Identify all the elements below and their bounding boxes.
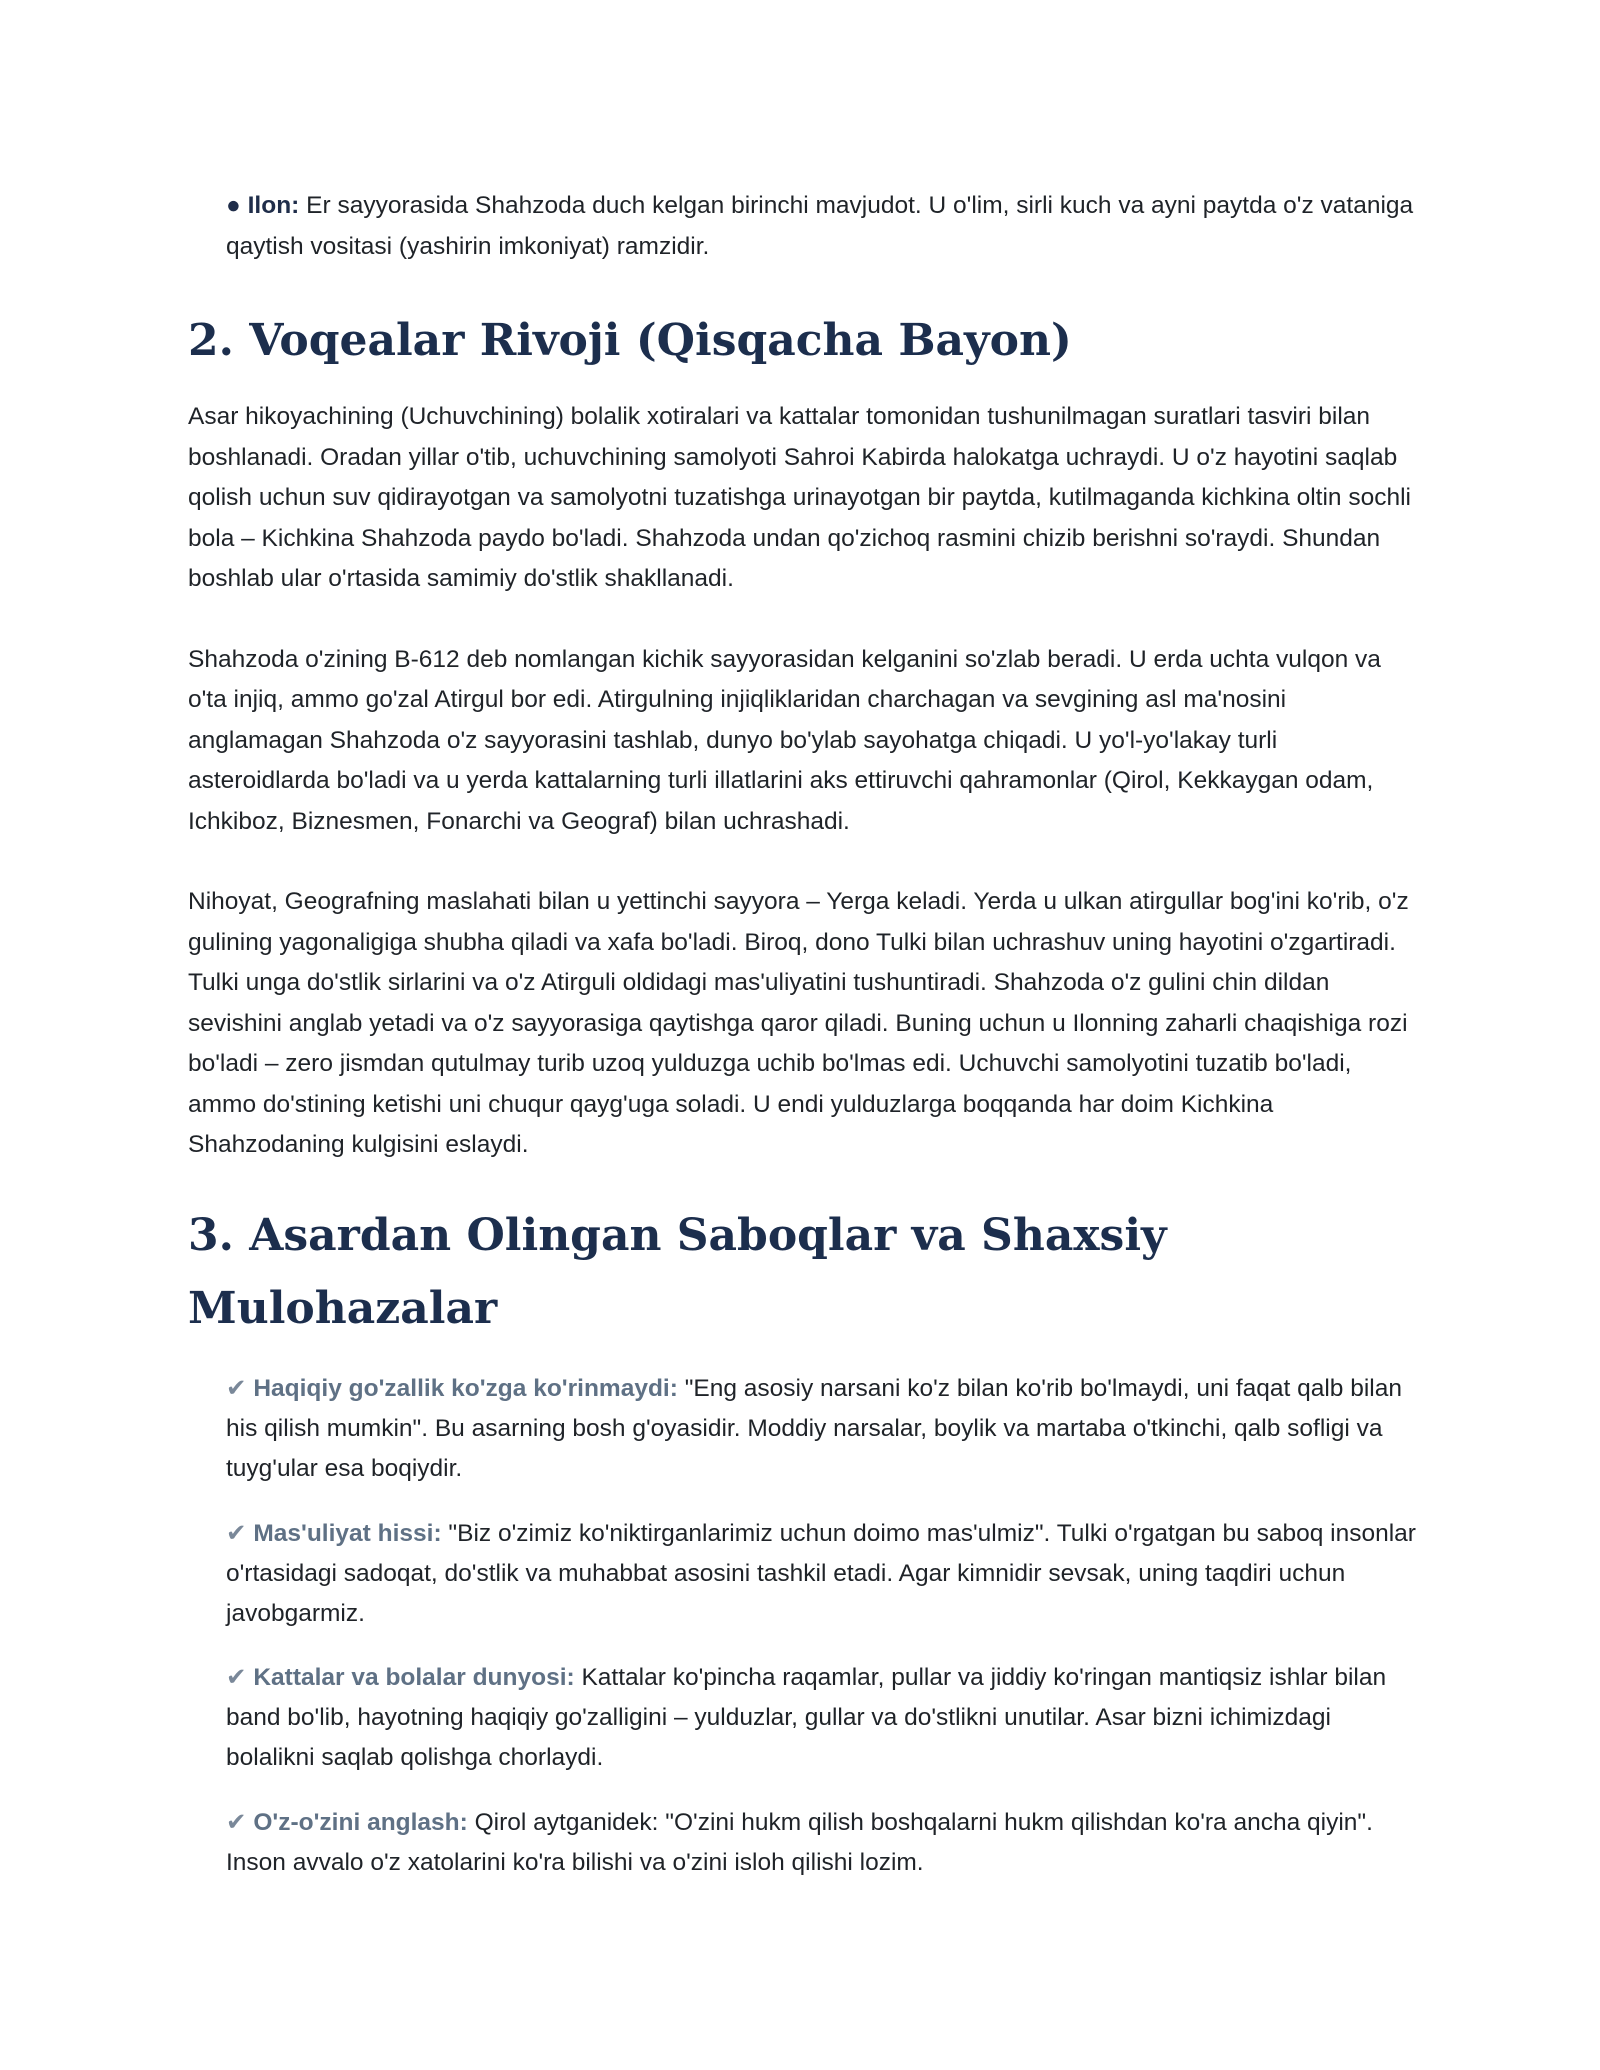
lesson-label: Mas'uliyat hissi: xyxy=(253,1519,442,1547)
lesson-item xyxy=(226,1803,1420,1883)
lesson-item xyxy=(226,1369,1420,1489)
check-icon: ✔ xyxy=(226,1664,247,1691)
bullet-text: Er sayyorasida Shahzoda duch kelgan birinchi mavjudot. U o'lim, sirli kuch va ayni paytda o'z vataniga qaytish vositasi (yashirin imkoniyat) ramzidir. xyxy=(226,192,1414,260)
document-page xyxy=(188,186,1420,1894)
paragraph: Shahzoda o'zining B-612 deb nomlangan kichik sayyorasidan kelganini so'zlab beradi. U erda uchta vulqon va o'ta injiq, ammo go'zal Atirgul bor edi. Atirgulning injiqliklaridan charchagan va sevgining asl ma'nosini anglamagan Shahzoda o'z sayyorasini tashlab, dunyo bo'ylab sayohatga chiqadi. U yo'l-yo'lakay turli asteroidlarda bo'ladi va u yerda kattalarning turli illatlarini aks ettiruvchi qahramonlar (Qirol, Kekkaygan odam, Ichkiboz, Biznesmen, Fonarchi va Geograf) bilan uchrashadi. xyxy=(188,645,1381,835)
section-heading-events: 2. Voqealar Rivoji (Qisqacha Bayon) xyxy=(188,315,1072,366)
check-icon: ✔ xyxy=(226,1375,247,1402)
section-heading-lessons: 3. Asardan Olingan Saboqlar va Shaxsiy Mulohazalar xyxy=(188,1209,1167,1334)
lesson-text: "Biz o'zimiz ko'niktirganlarimiz uchun doimo mas'ulmiz". Tulki o'rgatgan bu saboq insonlar o'rtasidagi sadoqat, do'stlik va muhabbat asosini tashkil etadi. Agar kimnidir sevsak, uning taqdiri uchun javobgarmiz. xyxy=(226,1519,1416,1627)
lesson-label: Haqiqiy go'zallik ko'zga ko'rinmaydi: xyxy=(253,1375,678,1402)
lesson-item xyxy=(226,1658,1420,1778)
bullet-label: Ilon: xyxy=(247,192,300,219)
check-icon: ✔ xyxy=(226,1519,247,1547)
lesson-text: Qirol aytganidek: "O'zini hukm qilish boshqalarni hukm qilishdan ko'ra ancha qiyin". Inson avvalo o'z xatolarini ko'ra bilishi va o'zini isloh qilishi lozim. xyxy=(226,1808,1373,1876)
paragraph: Nihoyat, Geografning maslahati bilan u yettinchi sayyora – Yerga keladi. Yerda u ulkan atirgullar bog'ini ko'rib, o'z gulining yagonaligiga shubha qiladi va xafa bo'ladi. Biroq, dono Tulki bilan uchrashuv uning hayotini o'zgartiradi. Tulki unga do'stlik sirlarini va o'z Atirguli oldidagi mas'uliyatini tushuntiradi. Shahzoda o'z gulini chin dildan sevishini anglab yetadi va o'z sayyorasiga qaytishga qaror qiladi. Buning uchun u Ilonning zaharli chaqishiga rozi bo'ladi – zero jismdan qutulmay turib uzoq yulduzga uchib bo'lmas edi. Uchuvchi samolyotini tuzatib bo'ladi, ammo do'stining ketishi uni chuqur qayg'uga soladi. U endi yulduzlarga boqqanda har doim Kichkina Shahzodaning kulgisini eslaydi. xyxy=(188,888,1409,1158)
lesson-text: "Eng asosiy narsani ko'z bilan ko'rib bo'lmaydi, uni faqat qalb bilan his qilish mumkin". Bu asarning bosh g'oyasidir. Moddiy narsalar, boylik va martaba o'tkinchi, qalb sofligi va tuyg'ular esa boqiydir. xyxy=(226,1375,1403,1482)
lesson-text: Kattalar ko'pincha raqamlar, pullar va jiddiy ko'ringan mantiqsiz ishlar bilan band bo'lib, hayotning haqiqiy go'zalligini – yulduzlar, gullar va do'stlikni unutilar. Asar bizni ichimizdagi bolalikni saqlab qolishga chorlaydi. xyxy=(226,1664,1387,1771)
check-icon: ✔ xyxy=(226,1808,247,1836)
intro-bullet xyxy=(226,186,1420,267)
paragraph: Asar hikoyachining (Uchuvchining) bolalik xotiralari va kattalar tomonidan tushunilmagan suratlari tasviri bilan boshlanadi. Oradan yillar o'tib, uchuvchining samolyoti Sahroi Kabirda halokatga uchraydi. U o'z hayotini saqlab qolish uchun suv qidirayotgan va samolyotni tuzatishga urinayotgan bir paytda, kutilmaganda kichkina oltin sochli bola – Kichkina Shahzoda paydo bo'ladi. Shahzoda undan qo'zichoq rasmini chizib berishni so'raydi. Shundan boshlab ular o'rtasida samimiy do'stlik shakllanadi. xyxy=(188,403,1411,592)
lesson-label: O'z-o'zini anglash: xyxy=(253,1808,468,1836)
lessons-list xyxy=(188,1369,1420,1883)
lesson-label: Kattalar va bolalar dunyosi: xyxy=(253,1664,575,1691)
lesson-item xyxy=(226,1514,1420,1634)
bullet-marker: ● xyxy=(226,192,241,219)
